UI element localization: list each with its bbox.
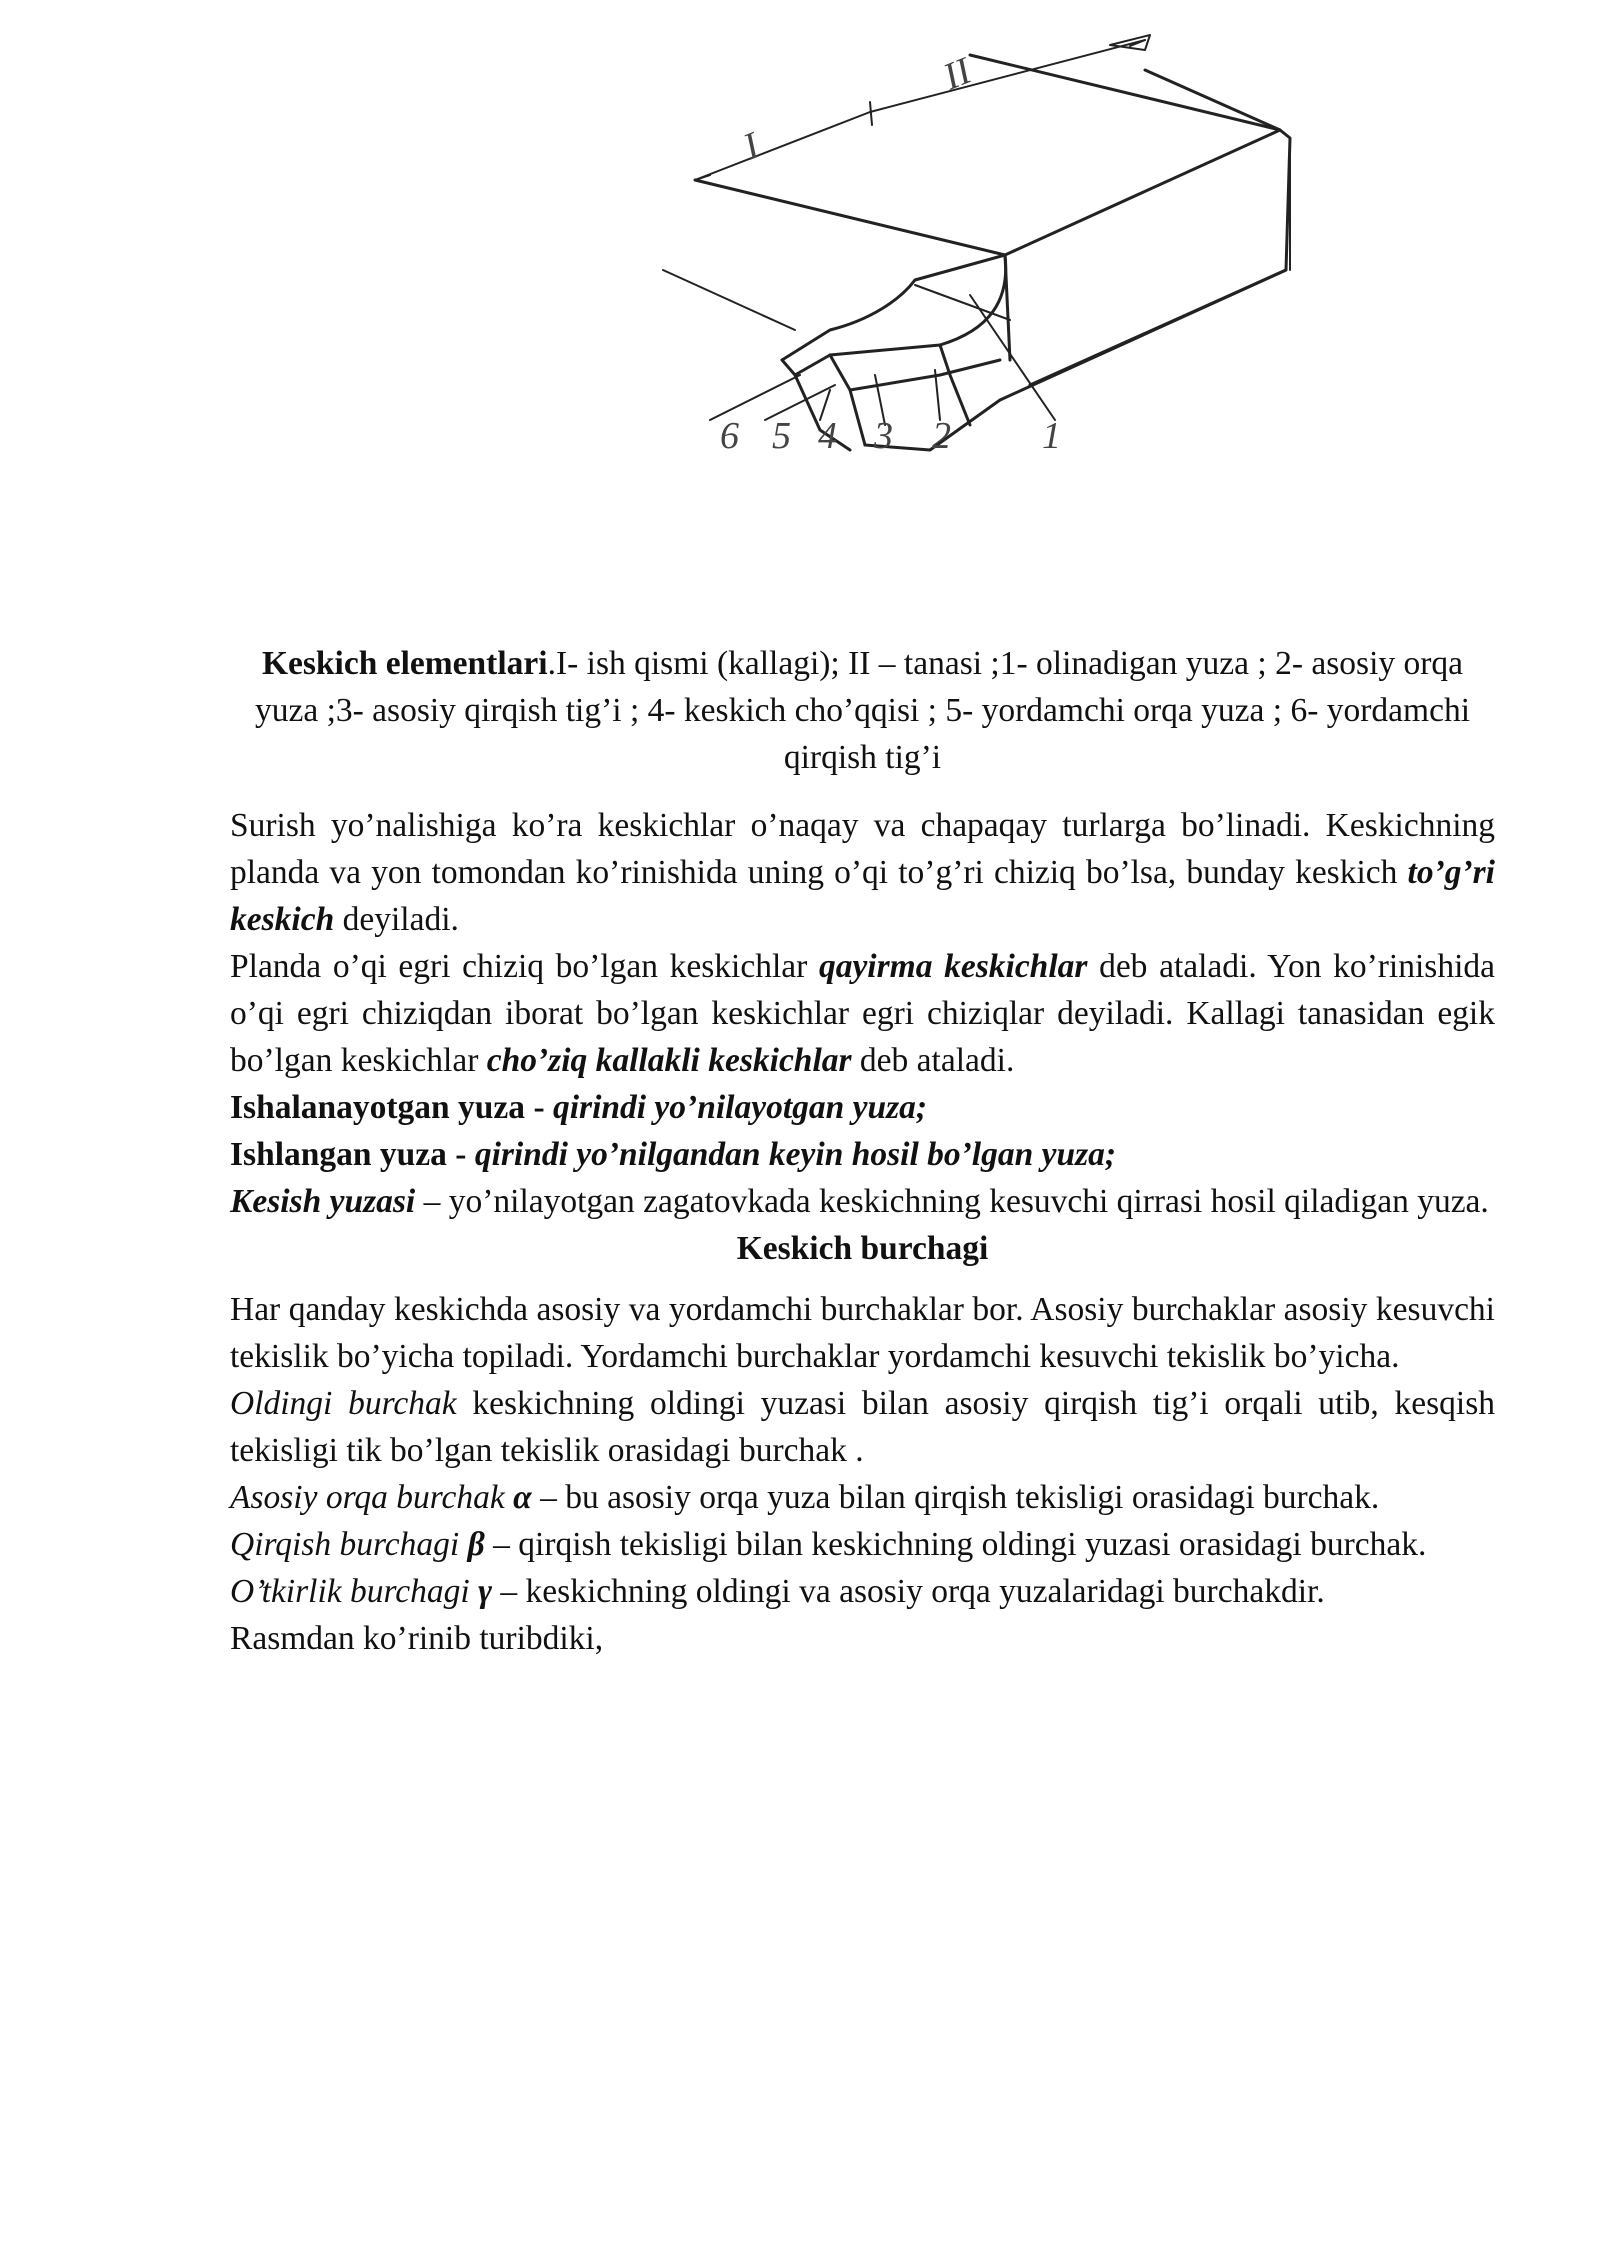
dimension-label-I: I <box>737 124 766 169</box>
angle-term: O’tkirlik burchagi <box>230 1573 470 1610</box>
tool-body-top <box>695 55 1280 255</box>
cutting-tool-figure <box>410 30 1310 620</box>
text-run: Surish yo’nalishiga ko’ra keskichlar o’naqay va chapaqay turlarga bo’linadi. Keskichning planda va yon tomondan ko’rinishida uning o’qi to’g’ri chiziq bo’lsa, bunday keskich <box>230 807 1495 891</box>
label-1: 1 <box>1042 415 1061 457</box>
tool-body-end <box>1000 130 1290 400</box>
text-run: deb ataladi. <box>851 1042 1015 1079</box>
dimension-label-II: II <box>937 49 977 99</box>
definition-text: qirindi yo’nilgandan keyin hosil bo’lgan yuza; <box>474 1136 1117 1173</box>
caption-title: Keskich elementlari <box>261 645 548 682</box>
angle-term: Oldingi burchak <box>230 1385 457 1422</box>
term-extended-head-tools: cho’ziq kallakli keskichlar <box>486 1042 852 1079</box>
definition-wedge-angle <box>230 1568 1495 1615</box>
paragraph-tool-types <box>230 802 1495 943</box>
dimension-line <box>695 112 870 180</box>
section-heading: Keskich burchagi <box>736 1230 989 1267</box>
angle-text: – bu asosiy orqa yuza bilan qirqish tekisligi orasidagi burchak. <box>531 1479 1380 1516</box>
closing-line: Rasmdan ko’rinib turibdiki, <box>230 1620 604 1657</box>
definition-machined-surface <box>230 1131 1495 1178</box>
definition-term: Ishalanayotgan yuza <box>230 1089 526 1126</box>
label-2: 2 <box>932 415 951 457</box>
term-bent-tools: qayirma keskichlar <box>818 948 1088 985</box>
separator: - <box>446 1136 475 1173</box>
separator: - <box>525 1089 553 1126</box>
angle-text: – qirqish tekisligi bilan keskichning oldingi yuzasi orasidagi burchak. <box>484 1526 1427 1563</box>
definition-rake-angle <box>230 1380 1495 1474</box>
definition-clearance-angle <box>230 1474 1495 1521</box>
caption-text: .I- ish qismi (kallagi); II – tanasi ;1- olinadigan yuza ; 2- asosiy orqa yuza ;3- asosiy qirqish tig’i ; 4- keskich cho’qqisi ; 5- yordamchi orqa yuza ; 6- yordamchi qirqish tig’i <box>254 645 1470 776</box>
paragraph-bent-tools <box>230 943 1495 1084</box>
angle-symbol: β <box>467 1526 485 1563</box>
angle-term: Qirqish burchagi <box>230 1526 460 1563</box>
figure-caption <box>230 640 1495 781</box>
label-6: 6 <box>720 415 739 457</box>
angle-symbol: γ <box>478 1573 493 1610</box>
label-4: 4 <box>818 415 837 457</box>
definition-cutting-angle <box>230 1521 1495 1568</box>
definition-machining-surface <box>230 1084 1495 1131</box>
angle-text: – keskichning oldingi va asosiy orqa yuzalaridagi burchakdir. <box>492 1573 1325 1610</box>
definition-text: – yo’nilayotgan zagatovkada keskichning kesuvchi qirrasi hosil qiladigan yuza. <box>415 1183 1489 1220</box>
term-straight-tool: to’g’ri keskich <box>230 854 1495 938</box>
angle-term: Asosiy orqa burchak <box>230 1479 505 1516</box>
angle-symbol: α <box>513 1479 532 1516</box>
document-body <box>230 802 1495 1662</box>
text-run: deb ataladi. Yon ko’rinishida o’qi egri chiziqdan iborat bo’lgan keskichlar egri chiziqlar deyiladi. Kallagi tanasidan egik bo’lgan keskichlar <box>230 948 1496 1079</box>
text-run: Planda o’qi egri chiziq bo’lgan keskichlar <box>230 948 819 985</box>
paragraph-angles-intro: Har qanday keskichda asosiy va yordamchi burchaklar bor. Asosiy burchaklar asosiy kesuvchi tekislik bo’yicha topiladi. Yordamchi burchaklar yordamchi kesuvchi tekislik bo’yicha. <box>230 1291 1495 1375</box>
definition-term: Kesish yuzasi <box>230 1183 416 1220</box>
cutting-tool-drawing <box>410 30 1310 620</box>
definition-cutting-surface <box>230 1178 1495 1225</box>
text-run: deyiladi. <box>334 901 459 938</box>
definition-term: Ishlangan yuza <box>230 1136 447 1173</box>
label-5: 5 <box>772 415 791 457</box>
tool-body-side <box>1005 255 1286 385</box>
angle-text: keskichning oldingi yuzasi bilan asosiy qirqish tig’i orqali utib, kesqish tekisligi tik bo’lgan tekislik orasidagi burchak . <box>230 1385 1495 1469</box>
label-3: 3 <box>874 415 893 457</box>
definition-text: qirindi yo’nilayotgan yuza; <box>552 1089 928 1126</box>
